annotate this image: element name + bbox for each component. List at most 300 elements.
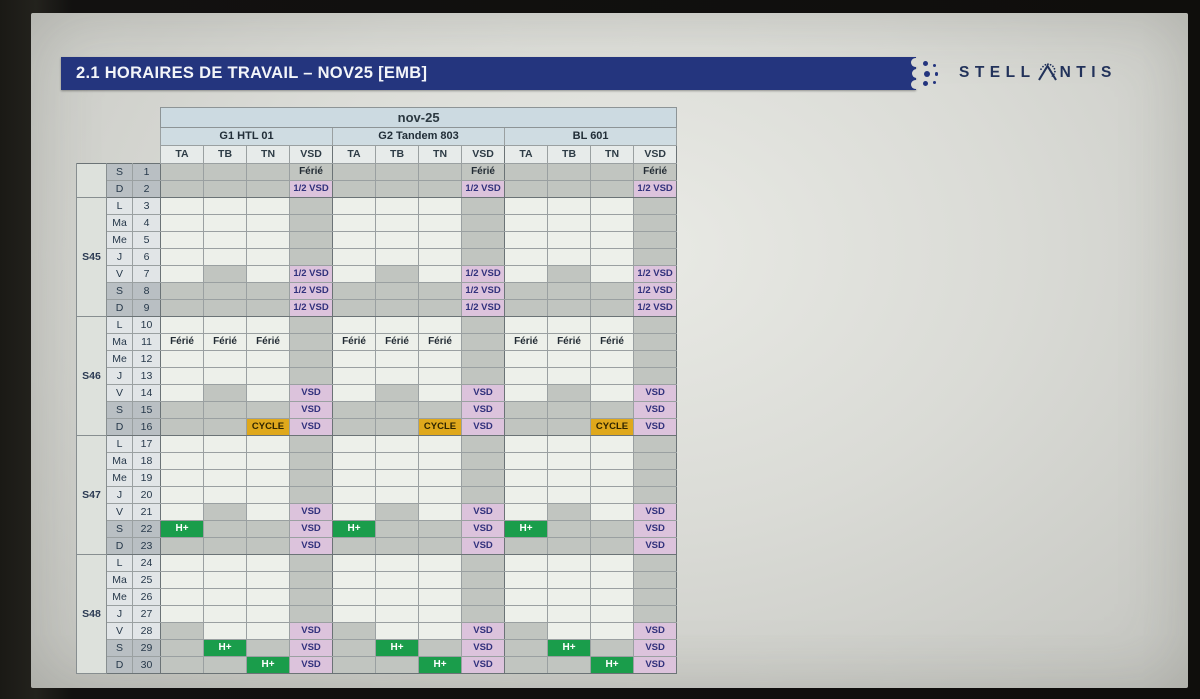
schedule-cell bbox=[548, 453, 591, 470]
day-number: 5 bbox=[133, 232, 161, 249]
schedule-cell bbox=[419, 436, 462, 453]
schedule-cell bbox=[161, 368, 204, 385]
schedule-cell bbox=[333, 504, 376, 521]
schedule-cell bbox=[591, 164, 634, 181]
day-letter: Ma bbox=[107, 453, 133, 470]
schedule-cell bbox=[204, 249, 247, 266]
schedule-cell bbox=[505, 198, 548, 215]
stellantis-logo-text-left: STELL bbox=[959, 64, 1036, 81]
schedule-cell bbox=[548, 470, 591, 487]
schedule-cell bbox=[376, 572, 419, 589]
schedule-cell bbox=[376, 181, 419, 198]
day-letter: D bbox=[107, 300, 133, 317]
schedule-cell bbox=[419, 300, 462, 317]
banner-dots-icon bbox=[935, 72, 939, 76]
schedule-cell bbox=[247, 453, 290, 470]
schedule-cell: 1/2 VSD bbox=[634, 300, 677, 317]
schedule-cell bbox=[333, 623, 376, 640]
day-letter: V bbox=[107, 266, 133, 283]
schedule-cell: 1/2 VSD bbox=[634, 283, 677, 300]
schedule-cell bbox=[505, 317, 548, 334]
schedule-cell: VSD bbox=[634, 402, 677, 419]
schedule-cell bbox=[462, 198, 505, 215]
schedule-cell bbox=[634, 436, 677, 453]
schedule-cell bbox=[161, 572, 204, 589]
schedule-cell: 1/2 VSD bbox=[634, 181, 677, 198]
shift-header: VSD bbox=[462, 146, 505, 164]
banner-notch-icon bbox=[911, 58, 920, 67]
schedule-cell bbox=[290, 198, 333, 215]
week-label: S45 bbox=[77, 198, 107, 317]
week-label: S47 bbox=[77, 436, 107, 555]
schedule-cell bbox=[290, 487, 333, 504]
shift-header: TB bbox=[376, 146, 419, 164]
schedule-cell bbox=[333, 436, 376, 453]
schedule-cell bbox=[419, 249, 462, 266]
day-letter: L bbox=[107, 436, 133, 453]
schedule-cell bbox=[204, 317, 247, 334]
schedule-cell bbox=[505, 232, 548, 249]
schedule-cell bbox=[247, 232, 290, 249]
schedule-cell: VSD bbox=[634, 419, 677, 436]
schedule-cell bbox=[290, 334, 333, 351]
schedule-cell bbox=[419, 487, 462, 504]
shift-header: TA bbox=[161, 146, 204, 164]
schedule-cell bbox=[161, 266, 204, 283]
schedule-cell bbox=[591, 521, 634, 538]
schedule-cell bbox=[505, 623, 548, 640]
day-letter: S bbox=[107, 402, 133, 419]
schedule-cell bbox=[333, 368, 376, 385]
schedule-cell bbox=[591, 623, 634, 640]
day-number: 30 bbox=[133, 657, 161, 674]
schedule-cell: VSD bbox=[290, 538, 333, 555]
schedule-cell bbox=[548, 198, 591, 215]
schedule-cell bbox=[419, 283, 462, 300]
schedule-cell bbox=[462, 555, 505, 572]
schedule-cell bbox=[634, 232, 677, 249]
group-header: BL 601 bbox=[505, 128, 677, 146]
schedule-cell bbox=[419, 215, 462, 232]
schedule-cell: H+ bbox=[548, 640, 591, 657]
schedule-cell bbox=[548, 181, 591, 198]
schedule-cell bbox=[204, 181, 247, 198]
schedule-cell bbox=[247, 572, 290, 589]
schedule-cell bbox=[462, 572, 505, 589]
week-label: S46 bbox=[77, 317, 107, 436]
schedule-cell bbox=[290, 436, 333, 453]
schedule-cell bbox=[591, 606, 634, 623]
schedule-cell bbox=[333, 538, 376, 555]
schedule-cell: H+ bbox=[161, 521, 204, 538]
schedule-cell: 1/2 VSD bbox=[462, 266, 505, 283]
day-number: 28 bbox=[133, 623, 161, 640]
day-letter: D bbox=[107, 538, 133, 555]
day-number: 10 bbox=[133, 317, 161, 334]
schedule-cell bbox=[204, 436, 247, 453]
schedule-cell bbox=[333, 606, 376, 623]
schedule-cell bbox=[419, 317, 462, 334]
schedule-cell bbox=[161, 385, 204, 402]
schedule-cell bbox=[247, 623, 290, 640]
day-letter: V bbox=[107, 385, 133, 402]
schedule-cell bbox=[247, 351, 290, 368]
schedule-cell bbox=[161, 300, 204, 317]
schedule-cell: 1/2 VSD bbox=[634, 266, 677, 283]
slide-title: 2.1 HORAIRES DE TRAVAIL – NOV25 [EMB] bbox=[76, 64, 428, 82]
schedule-cell bbox=[204, 232, 247, 249]
schedule-cell bbox=[419, 368, 462, 385]
schedule-cell bbox=[462, 453, 505, 470]
schedule-cell bbox=[591, 351, 634, 368]
schedule-cell bbox=[204, 470, 247, 487]
schedule-cell bbox=[376, 300, 419, 317]
schedule-cell bbox=[333, 283, 376, 300]
schedule-cell: H+ bbox=[591, 657, 634, 674]
schedule-cell: VSD bbox=[290, 504, 333, 521]
schedule-cell bbox=[247, 555, 290, 572]
schedule-cell bbox=[419, 470, 462, 487]
schedule-cell bbox=[161, 470, 204, 487]
schedule-cell bbox=[247, 283, 290, 300]
day-letter: J bbox=[107, 368, 133, 385]
schedule-cell: VSD bbox=[290, 419, 333, 436]
day-number: 20 bbox=[133, 487, 161, 504]
schedule-cell bbox=[161, 351, 204, 368]
schedule-cell bbox=[462, 470, 505, 487]
day-number: 25 bbox=[133, 572, 161, 589]
banner-dots-icon bbox=[933, 64, 936, 67]
schedule-cell bbox=[376, 283, 419, 300]
schedule-cell bbox=[161, 487, 204, 504]
schedule-cell bbox=[204, 368, 247, 385]
schedule-cell: VSD bbox=[462, 402, 505, 419]
shift-header: VSD bbox=[634, 146, 677, 164]
schedule-cell bbox=[290, 249, 333, 266]
schedule-cell: H+ bbox=[419, 657, 462, 674]
schedule-cell bbox=[376, 538, 419, 555]
schedule-cell bbox=[505, 555, 548, 572]
schedule-cell: Férié bbox=[161, 334, 204, 351]
schedule-cell bbox=[247, 470, 290, 487]
banner-dots-icon bbox=[924, 71, 930, 77]
schedule-cell bbox=[333, 181, 376, 198]
schedule-cell: Férié bbox=[204, 334, 247, 351]
schedule-cell: VSD bbox=[462, 538, 505, 555]
schedule-cell: VSD bbox=[462, 385, 505, 402]
shift-header: TN bbox=[419, 146, 462, 164]
schedule-cell bbox=[419, 538, 462, 555]
schedule-cell bbox=[333, 300, 376, 317]
schedule-cell bbox=[634, 555, 677, 572]
schedule-cell bbox=[505, 657, 548, 674]
schedule-cell bbox=[204, 266, 247, 283]
schedule-cell bbox=[333, 555, 376, 572]
schedule-cell bbox=[634, 368, 677, 385]
day-letter: V bbox=[107, 623, 133, 640]
day-number: 2 bbox=[133, 181, 161, 198]
banner-dots-icon bbox=[933, 81, 936, 84]
schedule-cell: VSD bbox=[634, 521, 677, 538]
schedule-cell bbox=[204, 385, 247, 402]
schedule-cell bbox=[505, 589, 548, 606]
day-letter: J bbox=[107, 487, 133, 504]
day-number: 21 bbox=[133, 504, 161, 521]
day-letter: D bbox=[107, 657, 133, 674]
schedule-cell bbox=[333, 589, 376, 606]
schedule-cell bbox=[419, 606, 462, 623]
schedule-cell bbox=[204, 402, 247, 419]
day-letter: D bbox=[107, 181, 133, 198]
schedule-cell bbox=[376, 198, 419, 215]
schedule-cell bbox=[376, 351, 419, 368]
schedule-cell bbox=[376, 419, 419, 436]
schedule-cell bbox=[333, 232, 376, 249]
schedule-cell bbox=[462, 606, 505, 623]
schedule-cell bbox=[548, 215, 591, 232]
day-letter: Ma bbox=[107, 215, 133, 232]
day-number: 14 bbox=[133, 385, 161, 402]
schedule-cell bbox=[161, 419, 204, 436]
schedule-cell bbox=[333, 198, 376, 215]
schedule-cell bbox=[290, 232, 333, 249]
week-label: S48 bbox=[77, 555, 107, 674]
schedule-cell bbox=[161, 198, 204, 215]
day-number: 9 bbox=[133, 300, 161, 317]
schedule-cell: Férié bbox=[376, 334, 419, 351]
schedule-cell bbox=[333, 317, 376, 334]
schedule-cell bbox=[634, 453, 677, 470]
schedule-cell bbox=[591, 181, 634, 198]
schedule-cell: 1/2 VSD bbox=[462, 181, 505, 198]
schedule-cell bbox=[333, 487, 376, 504]
shift-header: VSD bbox=[290, 146, 333, 164]
schedule-cell: VSD bbox=[634, 504, 677, 521]
schedule-cell bbox=[247, 436, 290, 453]
schedule-cell bbox=[634, 215, 677, 232]
schedule-cell bbox=[376, 266, 419, 283]
schedule-cell bbox=[204, 283, 247, 300]
schedule-cell bbox=[548, 385, 591, 402]
schedule-cell bbox=[634, 487, 677, 504]
day-letter: V bbox=[107, 504, 133, 521]
schedule-cell bbox=[290, 555, 333, 572]
schedule-cell bbox=[333, 419, 376, 436]
schedule-cell bbox=[505, 640, 548, 657]
day-letter: Ma bbox=[107, 334, 133, 351]
schedule-cell bbox=[333, 351, 376, 368]
schedule-cell bbox=[462, 249, 505, 266]
schedule-cell bbox=[376, 249, 419, 266]
schedule-cell bbox=[376, 487, 419, 504]
header-spacer bbox=[77, 146, 161, 164]
day-number: 27 bbox=[133, 606, 161, 623]
schedule-cell bbox=[505, 487, 548, 504]
schedule-cell bbox=[333, 385, 376, 402]
schedule-cell bbox=[419, 164, 462, 181]
header-spacer bbox=[77, 128, 161, 146]
banner-notch-icon bbox=[911, 80, 920, 89]
day-letter: Ma bbox=[107, 572, 133, 589]
day-number: 1 bbox=[133, 164, 161, 181]
schedule-cell bbox=[247, 589, 290, 606]
schedule-cell bbox=[505, 538, 548, 555]
schedule-cell: CYCLE bbox=[591, 419, 634, 436]
schedule-cell bbox=[548, 266, 591, 283]
day-letter: L bbox=[107, 317, 133, 334]
schedule-cell bbox=[548, 419, 591, 436]
schedule-cell bbox=[591, 300, 634, 317]
schedule-area bbox=[76, 107, 677, 674]
schedule-cell bbox=[591, 572, 634, 589]
schedule-cell: 1/2 VSD bbox=[290, 283, 333, 300]
schedule-cell bbox=[247, 317, 290, 334]
schedule-cell bbox=[591, 368, 634, 385]
schedule-cell bbox=[462, 589, 505, 606]
schedule-cell bbox=[505, 368, 548, 385]
schedule-cell bbox=[591, 589, 634, 606]
schedule-cell bbox=[505, 249, 548, 266]
schedule-cell bbox=[204, 623, 247, 640]
schedule-cell bbox=[247, 215, 290, 232]
schedule-cell: Férié bbox=[591, 334, 634, 351]
schedule-cell bbox=[548, 657, 591, 674]
schedule-cell: Férié bbox=[419, 334, 462, 351]
schedule-cell bbox=[505, 436, 548, 453]
schedule-cell: 1/2 VSD bbox=[462, 283, 505, 300]
schedule-cell bbox=[161, 436, 204, 453]
schedule-cell: VSD bbox=[462, 623, 505, 640]
day-number: 13 bbox=[133, 368, 161, 385]
day-letter: L bbox=[107, 198, 133, 215]
schedule-cell bbox=[462, 351, 505, 368]
schedule-cell bbox=[505, 266, 548, 283]
schedule-cell bbox=[204, 521, 247, 538]
day-number: 22 bbox=[133, 521, 161, 538]
stellantis-logo-a-icon bbox=[1036, 63, 1059, 81]
schedule-cell: VSD bbox=[290, 385, 333, 402]
schedule-cell: 1/2 VSD bbox=[290, 181, 333, 198]
schedule-cell bbox=[376, 555, 419, 572]
day-number: 19 bbox=[133, 470, 161, 487]
schedule-cell bbox=[247, 385, 290, 402]
schedule-cell: H+ bbox=[247, 657, 290, 674]
schedule-cell bbox=[634, 572, 677, 589]
schedule-cell bbox=[591, 215, 634, 232]
banner-dots-icon bbox=[923, 81, 928, 86]
schedule-cell bbox=[548, 164, 591, 181]
schedule-cell bbox=[591, 385, 634, 402]
schedule-cell bbox=[247, 606, 290, 623]
schedule-cell bbox=[290, 317, 333, 334]
shift-header: TB bbox=[204, 146, 247, 164]
schedule-cell bbox=[634, 249, 677, 266]
schedule-cell bbox=[462, 487, 505, 504]
schedule-cell bbox=[591, 232, 634, 249]
day-letter: D bbox=[107, 419, 133, 436]
shift-header: TA bbox=[333, 146, 376, 164]
day-number: 4 bbox=[133, 215, 161, 232]
slide-title-banner bbox=[61, 57, 916, 90]
schedule-cell bbox=[634, 334, 677, 351]
schedule-cell bbox=[419, 351, 462, 368]
schedule-cell bbox=[634, 351, 677, 368]
schedule-cell bbox=[247, 300, 290, 317]
day-number: 23 bbox=[133, 538, 161, 555]
schedule-cell bbox=[247, 487, 290, 504]
schedule-cell bbox=[505, 351, 548, 368]
schedule-cell bbox=[161, 640, 204, 657]
schedule-cell bbox=[333, 470, 376, 487]
schedule-cell bbox=[505, 181, 548, 198]
shift-header: TN bbox=[591, 146, 634, 164]
group-header: G1 HTL 01 bbox=[161, 128, 333, 146]
schedule-cell bbox=[290, 589, 333, 606]
day-letter: S bbox=[107, 640, 133, 657]
schedule-cell bbox=[333, 164, 376, 181]
schedule-cell bbox=[161, 164, 204, 181]
schedule-cell bbox=[333, 249, 376, 266]
group-header: G2 Tandem 803 bbox=[333, 128, 505, 146]
schedule-cell bbox=[161, 606, 204, 623]
schedule-cell bbox=[333, 657, 376, 674]
day-letter: S bbox=[107, 164, 133, 181]
schedule-cell bbox=[161, 555, 204, 572]
schedule-cell bbox=[591, 470, 634, 487]
schedule-cell: Férié bbox=[333, 334, 376, 351]
schedule-cell bbox=[376, 623, 419, 640]
day-number: 26 bbox=[133, 589, 161, 606]
schedule-cell: VSD bbox=[290, 402, 333, 419]
schedule-cell bbox=[419, 555, 462, 572]
schedule-cell: VSD bbox=[290, 640, 333, 657]
day-number: 8 bbox=[133, 283, 161, 300]
presentation-slide bbox=[31, 13, 1188, 688]
schedule-cell: H+ bbox=[505, 521, 548, 538]
shift-header: TN bbox=[247, 146, 290, 164]
schedule-cell: CYCLE bbox=[419, 419, 462, 436]
schedule-cell: Férié bbox=[505, 334, 548, 351]
schedule-cell bbox=[161, 181, 204, 198]
schedule-cell: H+ bbox=[204, 640, 247, 657]
schedule-cell bbox=[333, 572, 376, 589]
schedule-cell bbox=[161, 402, 204, 419]
schedule-cell bbox=[548, 555, 591, 572]
banner-notch-icon bbox=[912, 69, 921, 78]
stellantis-logo bbox=[959, 60, 1117, 86]
week-label bbox=[77, 164, 107, 198]
schedule-cell: CYCLE bbox=[247, 419, 290, 436]
schedule-cell bbox=[204, 419, 247, 436]
day-number: 15 bbox=[133, 402, 161, 419]
schedule-cell bbox=[419, 589, 462, 606]
banner-dots-icon bbox=[923, 61, 928, 66]
schedule-cell bbox=[376, 317, 419, 334]
schedule-cell bbox=[290, 606, 333, 623]
day-number: 6 bbox=[133, 249, 161, 266]
day-letter: Me bbox=[107, 589, 133, 606]
schedule-cell: VSD bbox=[634, 538, 677, 555]
schedule-cell bbox=[634, 198, 677, 215]
schedule-cell bbox=[204, 555, 247, 572]
day-number: 16 bbox=[133, 419, 161, 436]
schedule-cell bbox=[505, 300, 548, 317]
schedule-cell bbox=[376, 436, 419, 453]
schedule-cell: VSD bbox=[634, 640, 677, 657]
schedule-cell bbox=[591, 504, 634, 521]
schedule-cell bbox=[204, 215, 247, 232]
schedule-cell bbox=[462, 232, 505, 249]
